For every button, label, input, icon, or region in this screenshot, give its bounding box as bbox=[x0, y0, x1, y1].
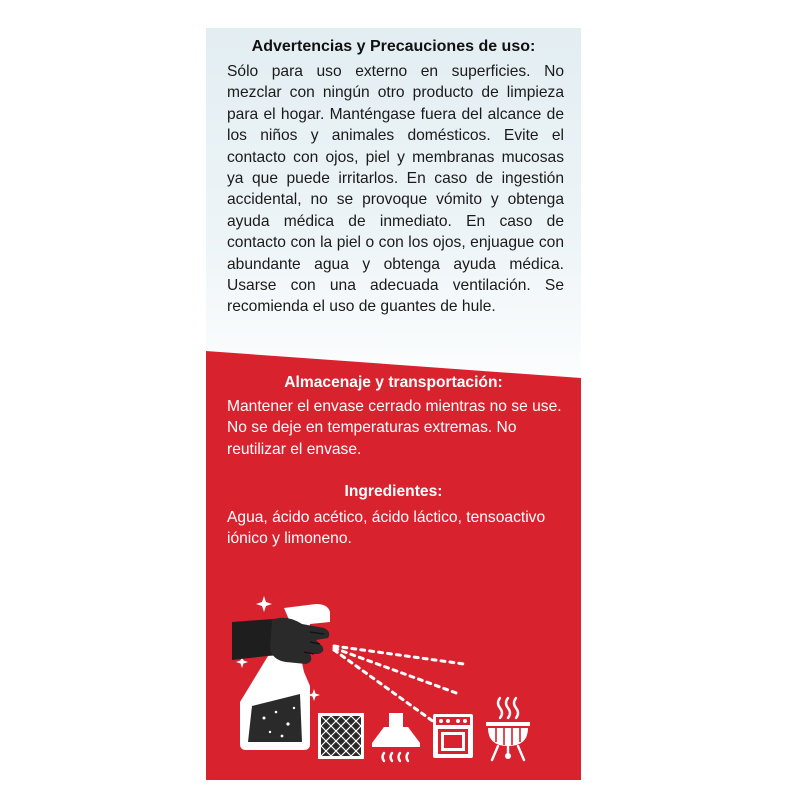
range-hood-icon bbox=[370, 711, 422, 763]
tile-surface-icon bbox=[317, 712, 365, 760]
warnings-text: Sólo para uso externo en superficies. No mezclar con ningún otro producto de limpieza para el hogar. Manténgase fuera del alcance de los niños y animales domésticos. Evite el contacto con ojos, piel y membranas mucosas ya que puede irritarlos. En caso de ingestión accidental, no se provoque vómito y obtenga ayuda médica de inmediato. En caso de contacto con la piel o con los ojos, enjuague con abundante agua y obtenga ayuda médica. Usarse con una adecuada ventilación. Se recomienda el uso de guantes de hule. bbox=[227, 63, 564, 316]
stove-oven-icon bbox=[431, 712, 475, 760]
ingredients-title: Ingredientes: bbox=[344, 483, 443, 500]
storage-text: Mantener el envase cerrado mientras no se use. No se deje en temperaturas extremas. No reutilizar el envase. bbox=[227, 398, 562, 458]
product-label bbox=[206, 28, 581, 780]
warnings-title: Advertencias y Precauciones de uso: bbox=[251, 38, 536, 55]
storage-title: Almacenaje y transportación: bbox=[284, 374, 503, 391]
grill-icon bbox=[482, 696, 534, 762]
ingredients-text: Agua, ácido acético, ácido láctico, tensoactivo iónico y limoneno. bbox=[227, 509, 546, 548]
